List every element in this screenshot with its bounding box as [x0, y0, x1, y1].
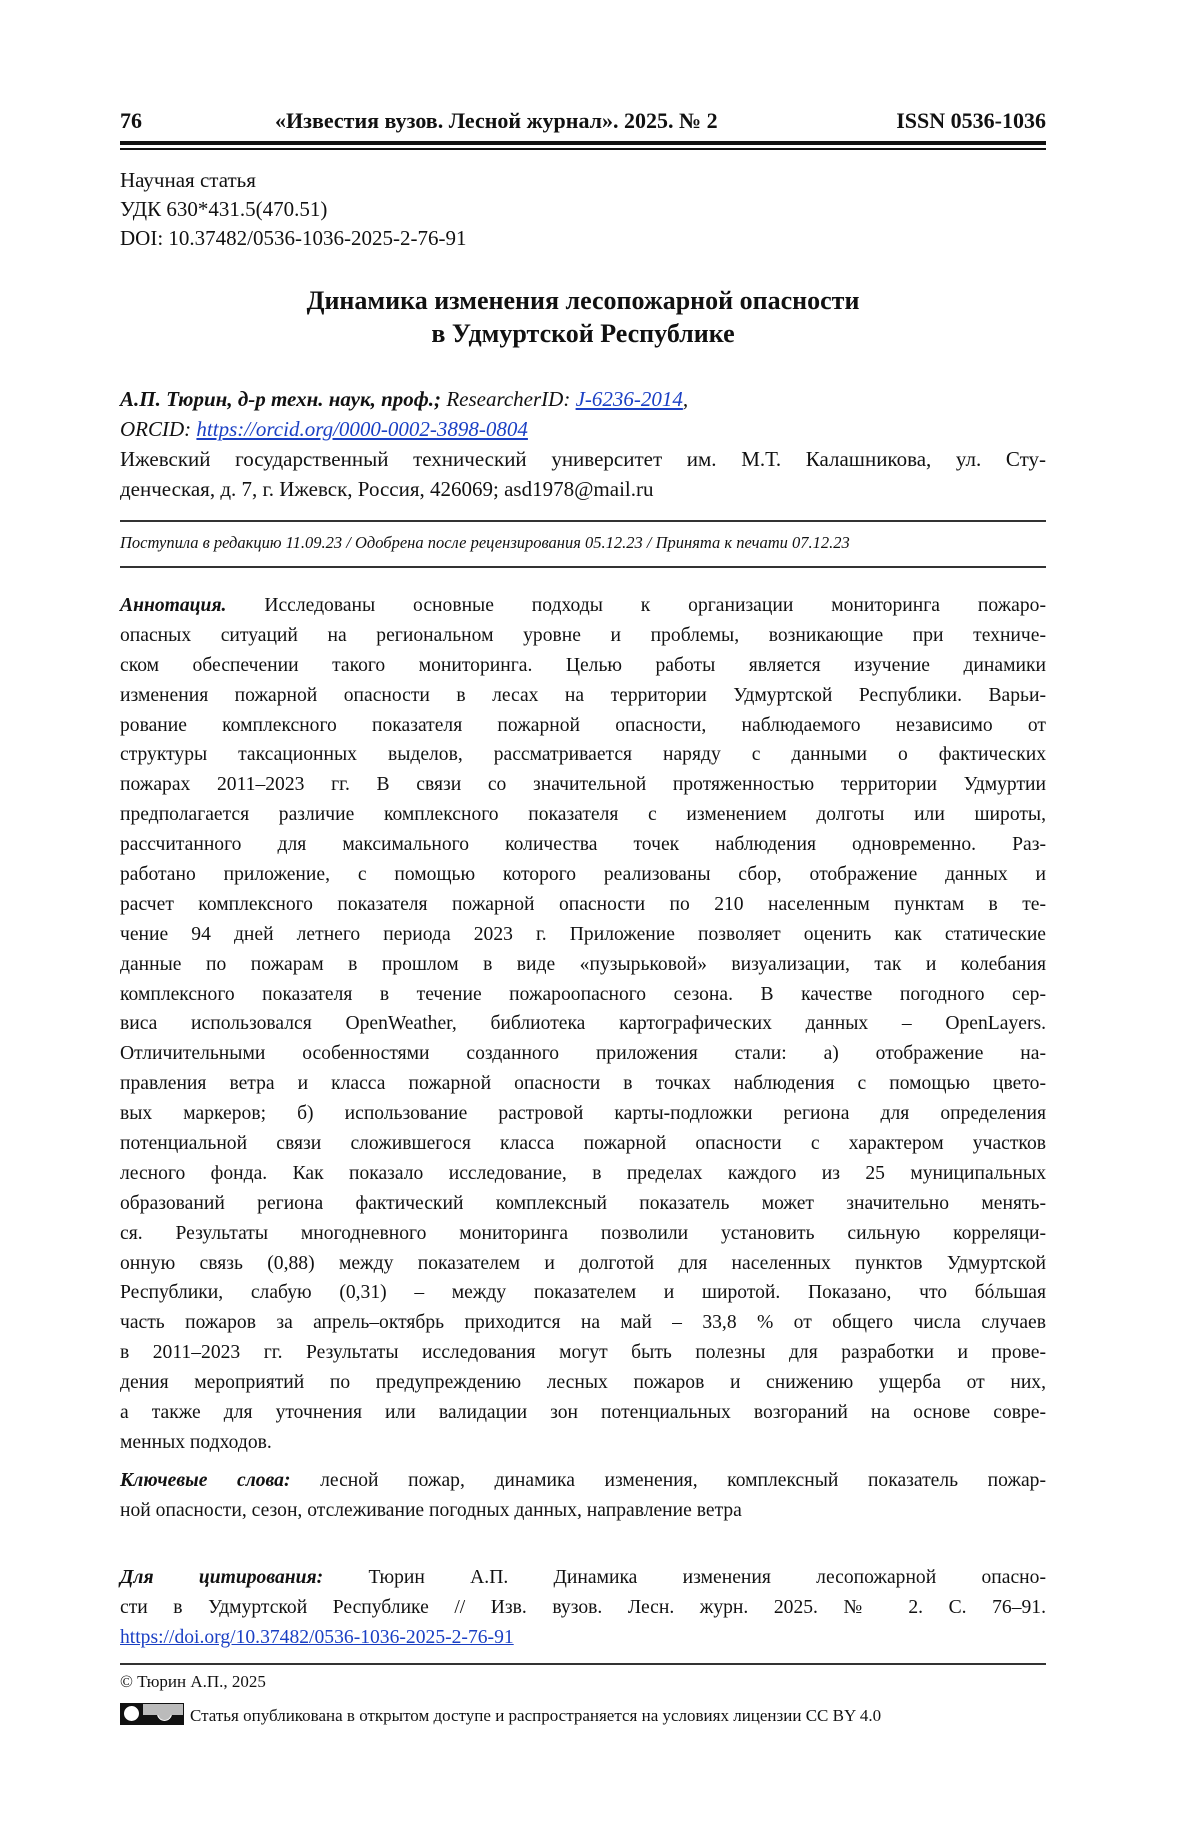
orcid-link[interactable]: https://orcid.org/0000-0002-3898-0804 [196, 417, 528, 441]
abstract-line: ся. Результаты многодневного мониторинга позволили установить сильную корреляци- [120, 1219, 1046, 1249]
article-type: Научная статья [120, 166, 1046, 195]
abstract-text: Исследованы основные подходы к организации мониторинга пожаро- [264, 595, 1046, 616]
keywords-text: лесной пожар, динамика изменения, комплексный показатель пожар- [320, 1470, 1046, 1491]
abstract-line: образований региона фактический комплексный показатель может значительно менять- [120, 1189, 1046, 1219]
journal-name: «Известия вузов. Лесной журнал». 2025. № 2 [275, 108, 718, 134]
keywords-text: ной опасности, сезон, отслеживание погодных данных, направление ветра [120, 1496, 1046, 1526]
license-line [120, 1703, 1046, 1726]
abstract-line: рование комплексного показателя пожарной опасности, наблюдаемого независимо от [120, 711, 1046, 741]
abstract-line: пожарах 2011–2023 гг. В связи со значительной протяженностью территории Удмуртии [120, 770, 1046, 800]
abstract-line: виса использовался OpenWeather, библиотека картографических данных – OpenLayers. [120, 1009, 1046, 1039]
abstract-line: а также для уточнения или валидации зон потенциальных возгораний на основе совре- [120, 1398, 1046, 1428]
affiliation-line: денческая, д. 7, г. Ижевск, Россия, 426069; asd1978@mail.ru [120, 474, 1046, 504]
abstract-line [120, 591, 1046, 621]
citation-text: сти в Удмуртской Республике // Изв. вузов. Лесн. журн. 2025. № 2. С. 76–91. [120, 1593, 1046, 1623]
abstract-line: чение 94 дней летнего периода 2023 г. Приложение позволяет оценить как статические [120, 920, 1046, 950]
citation-label: Для цитирования: [120, 1567, 323, 1588]
abstract-line: онную связь (0,88) между показателем и долготой для населенных пунктов Удмуртской [120, 1249, 1046, 1279]
header-rule-thin [120, 148, 1046, 150]
abstract-line: рассчитанного для максимального количества точек наблюдения одновременно. Раз- [120, 830, 1046, 860]
doi: DOI: 10.37482/0536-1036-2025-2-76-91 [120, 224, 1046, 253]
title-line: Динамика изменения лесопожарной опасности [120, 284, 1046, 317]
abstract-line: предполагается различие комплексного показателя с изменением долготы или широты, [120, 800, 1046, 830]
abstract-line: опасных ситуаций на региональном уровне и проблемы, возникающие при техниче- [120, 621, 1046, 651]
abstract [120, 591, 1046, 1458]
abstract-line: Республики, слабую (0,31) – между показателем и широтой. Показано, что бóльшая [120, 1278, 1046, 1308]
keywords [120, 1466, 1046, 1526]
page-number: 76 [120, 108, 142, 134]
abstract-line: комплексного показателя в течение пожароопасного сезона. В качестве погодного сер- [120, 980, 1046, 1010]
researcherid-label: ResearcherID: [446, 387, 570, 411]
abstract-line: структуры таксационных выделов, рассматривается наряду с данными о фактических [120, 740, 1046, 770]
abstract-line: Отличительными особенностями созданного приложения стали: а) отображение на- [120, 1039, 1046, 1069]
orcid-label: ORCID: [120, 417, 191, 441]
udk: УДК 630*431.5(470.51) [120, 195, 1046, 224]
article-meta [120, 166, 1046, 253]
author-name: А.П. Тюрин, д-р техн. наук, проф.; [120, 387, 441, 411]
abstract-line: вых маркеров; б) использование растровой карты-подложки региона для определения [120, 1099, 1046, 1129]
article-title [120, 284, 1046, 350]
keywords-label: Ключевые слова: [120, 1470, 291, 1491]
abstract-label: Аннотация. [120, 595, 226, 616]
abstract-line: работано приложение, с помощью которого реализованы сбор, отображение данных и [120, 860, 1046, 890]
abstract-line: правления ветра и класса пожарной опасности в точках наблюдения с помощью цвето- [120, 1069, 1046, 1099]
citation-doi-link[interactable]: https://doi.org/10.37482/0536-1036-2025-2-76-91 [120, 1627, 514, 1648]
affiliation-line: Ижевский государственный технический университет им. М.Т. Калашникова, ул. Сту- [120, 444, 1046, 474]
header-rule [120, 141, 1046, 145]
divider [120, 520, 1046, 522]
divider [120, 1663, 1046, 1665]
abstract-line: потенциальной связи сложившегося класса пожарной опасности с характером участков [120, 1129, 1046, 1159]
abstract-line: данные по пожарам в прошлом в виде «пузырьковой» визуализации, так и колебания [120, 950, 1046, 980]
title-line: в Удмуртской Республике [120, 317, 1046, 350]
abstract-line: дения мероприятий по предупреждению лесных пожаров и снижению ущерба от них, [120, 1368, 1046, 1398]
license-text: Статья опубликована в открытом доступе и распространяется на условиях лицензии CC BY 4.0 [190, 1706, 881, 1725]
abstract-line: лесного фонда. Как показало исследование, в пределах каждого из 25 муниципальных [120, 1159, 1046, 1189]
abstract-line: ском обеспечении такого мониторинга. Целью работы является изучение динамики [120, 651, 1046, 681]
running-header [120, 108, 1046, 138]
abstract-line: часть пожаров за апрель–октябрь приходится на май – 33,8 % от общего числа случаев [120, 1308, 1046, 1338]
abstract-line: в 2011–2023 гг. Результаты исследования могут быть полезны для разработки и прове- [120, 1338, 1046, 1368]
abstract-line: менных подходов. [120, 1428, 1046, 1458]
citation [120, 1563, 1046, 1653]
citation-text: Тюрин А.П. Динамика изменения лесопожарной опасно- [368, 1567, 1046, 1588]
submission-dates: Поступила в редакцию 11.09.23 / Одобрена после рецензирования 05.12.23 / Принята к печати 07.12.23 [120, 533, 1046, 553]
copyright: © Тюрин А.П., 2025 [120, 1672, 1046, 1692]
cc-by-license-icon[interactable] [120, 1703, 184, 1725]
divider [120, 566, 1046, 568]
author-block: А.П. Тюрин, д-р техн. наук, проф.; ResearcherID: J-6236-2014, ORCID: https://orcid.org/0000-0002-3898-0804 Ижевский государственный технический университет им. М.Т. Калашникова, ул. Сту- денческая, д. 7, г. Ижевск, Россия, 426069; asd1978@mail.ru [120, 384, 1046, 504]
researcherid-link[interactable]: J-6236-2014 [576, 387, 683, 411]
abstract-line: расчет комплексного показателя пожарной опасности по 210 населенным пунктам в те- [120, 890, 1046, 920]
abstract-line: изменения пожарной опасности в лесах на территории Удмуртской Республики. Варьи- [120, 681, 1046, 711]
issn: ISSN 0536-1036 [896, 108, 1046, 134]
